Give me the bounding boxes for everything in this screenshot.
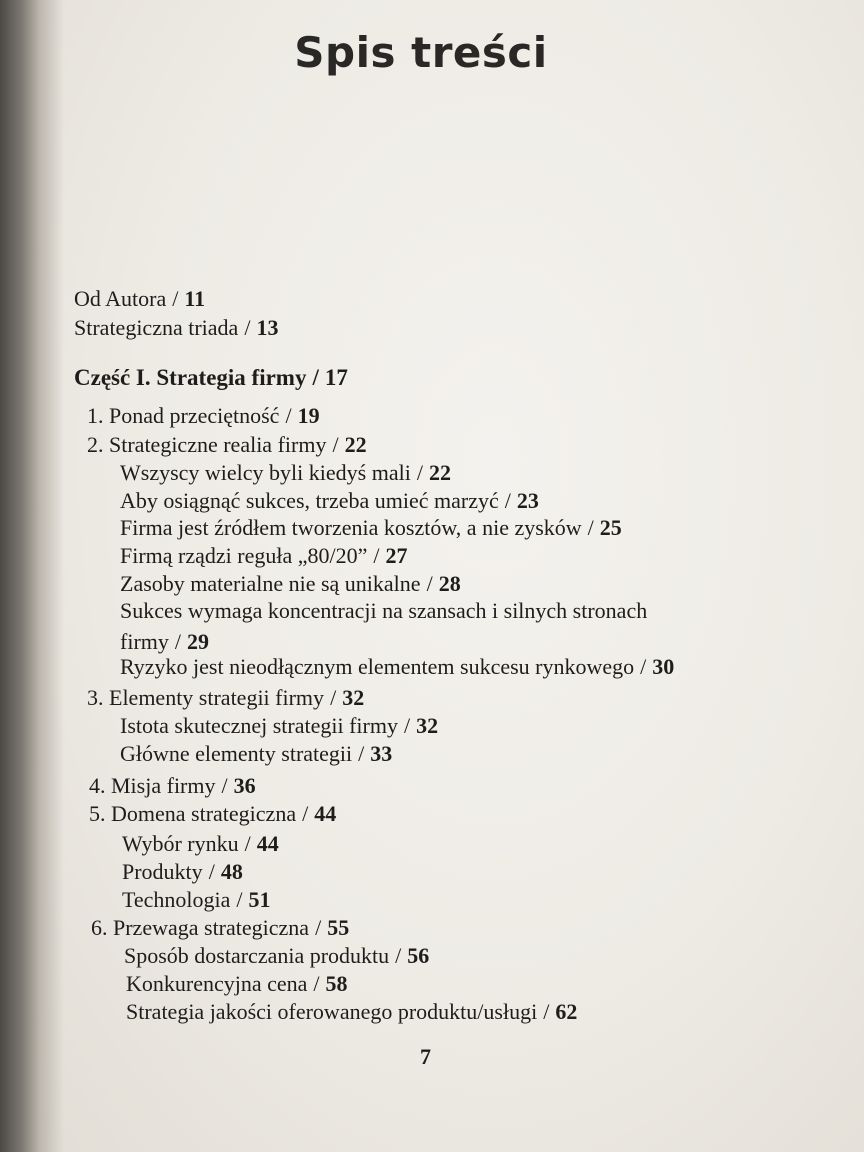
toc-entry-text: Sukces wymaga koncentracji na szansach i silnych stronach [120, 598, 648, 623]
toc-page-number: 32 [342, 685, 365, 710]
toc-section [122, 858, 243, 886]
toc-separator: / [174, 629, 182, 654]
toc-separator: / [330, 685, 337, 710]
toc-page-number: 44 [314, 801, 337, 826]
toc-separator: / [172, 286, 179, 311]
toc-entry-text: 3. Elementy strategii firmy [87, 685, 325, 710]
toc-entry-text: Istota skutecznej strategii firmy [120, 713, 398, 738]
toc-page-number: 36 [233, 773, 256, 798]
toc-part-heading [74, 364, 348, 392]
toc-separator: / [543, 999, 550, 1024]
toc-separator: / [416, 460, 423, 485]
toc-page-number: 13 [256, 315, 279, 340]
toc-section [120, 653, 674, 681]
toc-page-number: 22 [344, 432, 367, 457]
toc-chapter [87, 431, 367, 459]
toc-page-number: 58 [325, 971, 348, 996]
toc-entry-text: Wybór rynku [122, 831, 239, 856]
toc-page-number: 11 [184, 286, 206, 311]
toc-page-number: 25 [599, 515, 622, 540]
toc-section [126, 998, 577, 1026]
toc-entry-text: Od Autora [74, 286, 167, 311]
toc-entry-text: Firma jest źródłem tworzenia kosztów, a nie zysków [120, 515, 582, 540]
toc-page-number: 27 [385, 543, 408, 568]
toc-separator: / [332, 432, 339, 457]
toc-separator: / [426, 571, 433, 596]
toc-separator: / [395, 943, 402, 968]
toc-separator: / [244, 315, 251, 340]
toc-section [120, 487, 539, 515]
toc-entry-text: firmy [120, 629, 169, 654]
toc-section [120, 740, 392, 768]
toc-entry [74, 285, 205, 313]
toc-section [120, 514, 622, 542]
toc-entry-text: Aby osiągnąć sukces, trzeba umieć marzyć [120, 488, 499, 513]
toc-page-number: 22 [428, 460, 451, 485]
toc-page-number: 19 [297, 403, 320, 428]
toc-entry-text: Wszyscy wielcy byli kiedyś mali [120, 460, 411, 485]
toc-entry-text: Część I. Strategia firmy [74, 365, 307, 390]
toc-entry-text: Firmą rządzi reguła „80/20” [120, 543, 368, 568]
toc-entry-text: Technologia [122, 887, 231, 912]
toc-page-number: 23 [516, 488, 539, 513]
toc-section [120, 712, 438, 740]
toc-page-number: 51 [248, 887, 271, 912]
toc-entry-text: 6. Przewaga strategiczna [91, 915, 310, 940]
toc-page-number: 56 [407, 943, 430, 968]
toc-page-number: 17 [324, 365, 348, 390]
toc-entry-text: Produkty [122, 859, 203, 884]
toc-section [120, 542, 408, 570]
toc-separator: / [313, 971, 320, 996]
toc-separator: / [640, 654, 647, 679]
page-number: 7 [420, 1044, 431, 1069]
toc-page-number: 30 [652, 654, 675, 679]
toc-section [122, 830, 279, 858]
toc-separator: / [208, 859, 215, 884]
toc-section [124, 942, 429, 970]
toc-separator: / [403, 713, 411, 738]
toc-entry-text: 2. Strategiczne realia firmy [87, 432, 327, 457]
toc-separator: / [312, 365, 319, 390]
toc-section [120, 597, 647, 625]
toc-entry-text: 1. Ponad przeciętność [87, 403, 280, 428]
toc-entry-text: Strategiczna triada [74, 315, 239, 340]
toc-page-number: 48 [220, 859, 243, 884]
toc-separator: / [302, 801, 309, 826]
toc-separator: / [285, 403, 292, 428]
toc-page-number: 33 [370, 741, 393, 766]
toc-separator: / [236, 887, 243, 912]
toc-chapter [91, 914, 349, 942]
toc-separator: / [315, 915, 322, 940]
toc-entry-text: Sposób dostarczania produktu [124, 943, 390, 968]
toc-entry-text: Konkurencyjna cena [126, 971, 308, 996]
toc-separator: / [504, 488, 511, 513]
toc-entry-text: Strategia jakości oferowanego produktu/usługi [126, 999, 538, 1024]
toc-section [126, 970, 348, 998]
toc-entry-text: Główne elementy strategii [120, 741, 353, 766]
toc-separator: / [358, 741, 365, 766]
toc-separator: / [587, 515, 594, 540]
toc-section-continuation [120, 628, 209, 656]
toc-entry-text: 5. Domena strategiczna [89, 801, 297, 826]
toc-section [120, 570, 461, 598]
toc-separator: / [373, 543, 380, 568]
toc-page-number: 55 [327, 915, 350, 940]
toc-chapter [87, 402, 320, 430]
toc-entry-text: Zasoby materialne nie są unikalne [120, 571, 421, 596]
toc-entry-text: Ryzyko jest nieodłącznym elementem sukcesu rynkowego [120, 654, 635, 679]
toc-chapter [89, 800, 336, 828]
toc-chapter [87, 684, 364, 712]
toc-page-number: 44 [256, 831, 279, 856]
toc-separator: / [221, 773, 228, 798]
toc-chapter [89, 772, 256, 800]
toc-page-number: 32 [416, 713, 439, 738]
page-title: Spis treści [294, 28, 548, 77]
toc-page-number: 29 [187, 629, 210, 654]
toc-entry [74, 314, 278, 342]
toc-separator: / [244, 831, 251, 856]
toc-page-number: 62 [555, 999, 578, 1024]
toc-entry-text: 4. Misja firmy [89, 773, 216, 798]
toc-section [120, 459, 451, 487]
toc-page-number: 28 [438, 571, 461, 596]
toc-section [122, 886, 271, 914]
